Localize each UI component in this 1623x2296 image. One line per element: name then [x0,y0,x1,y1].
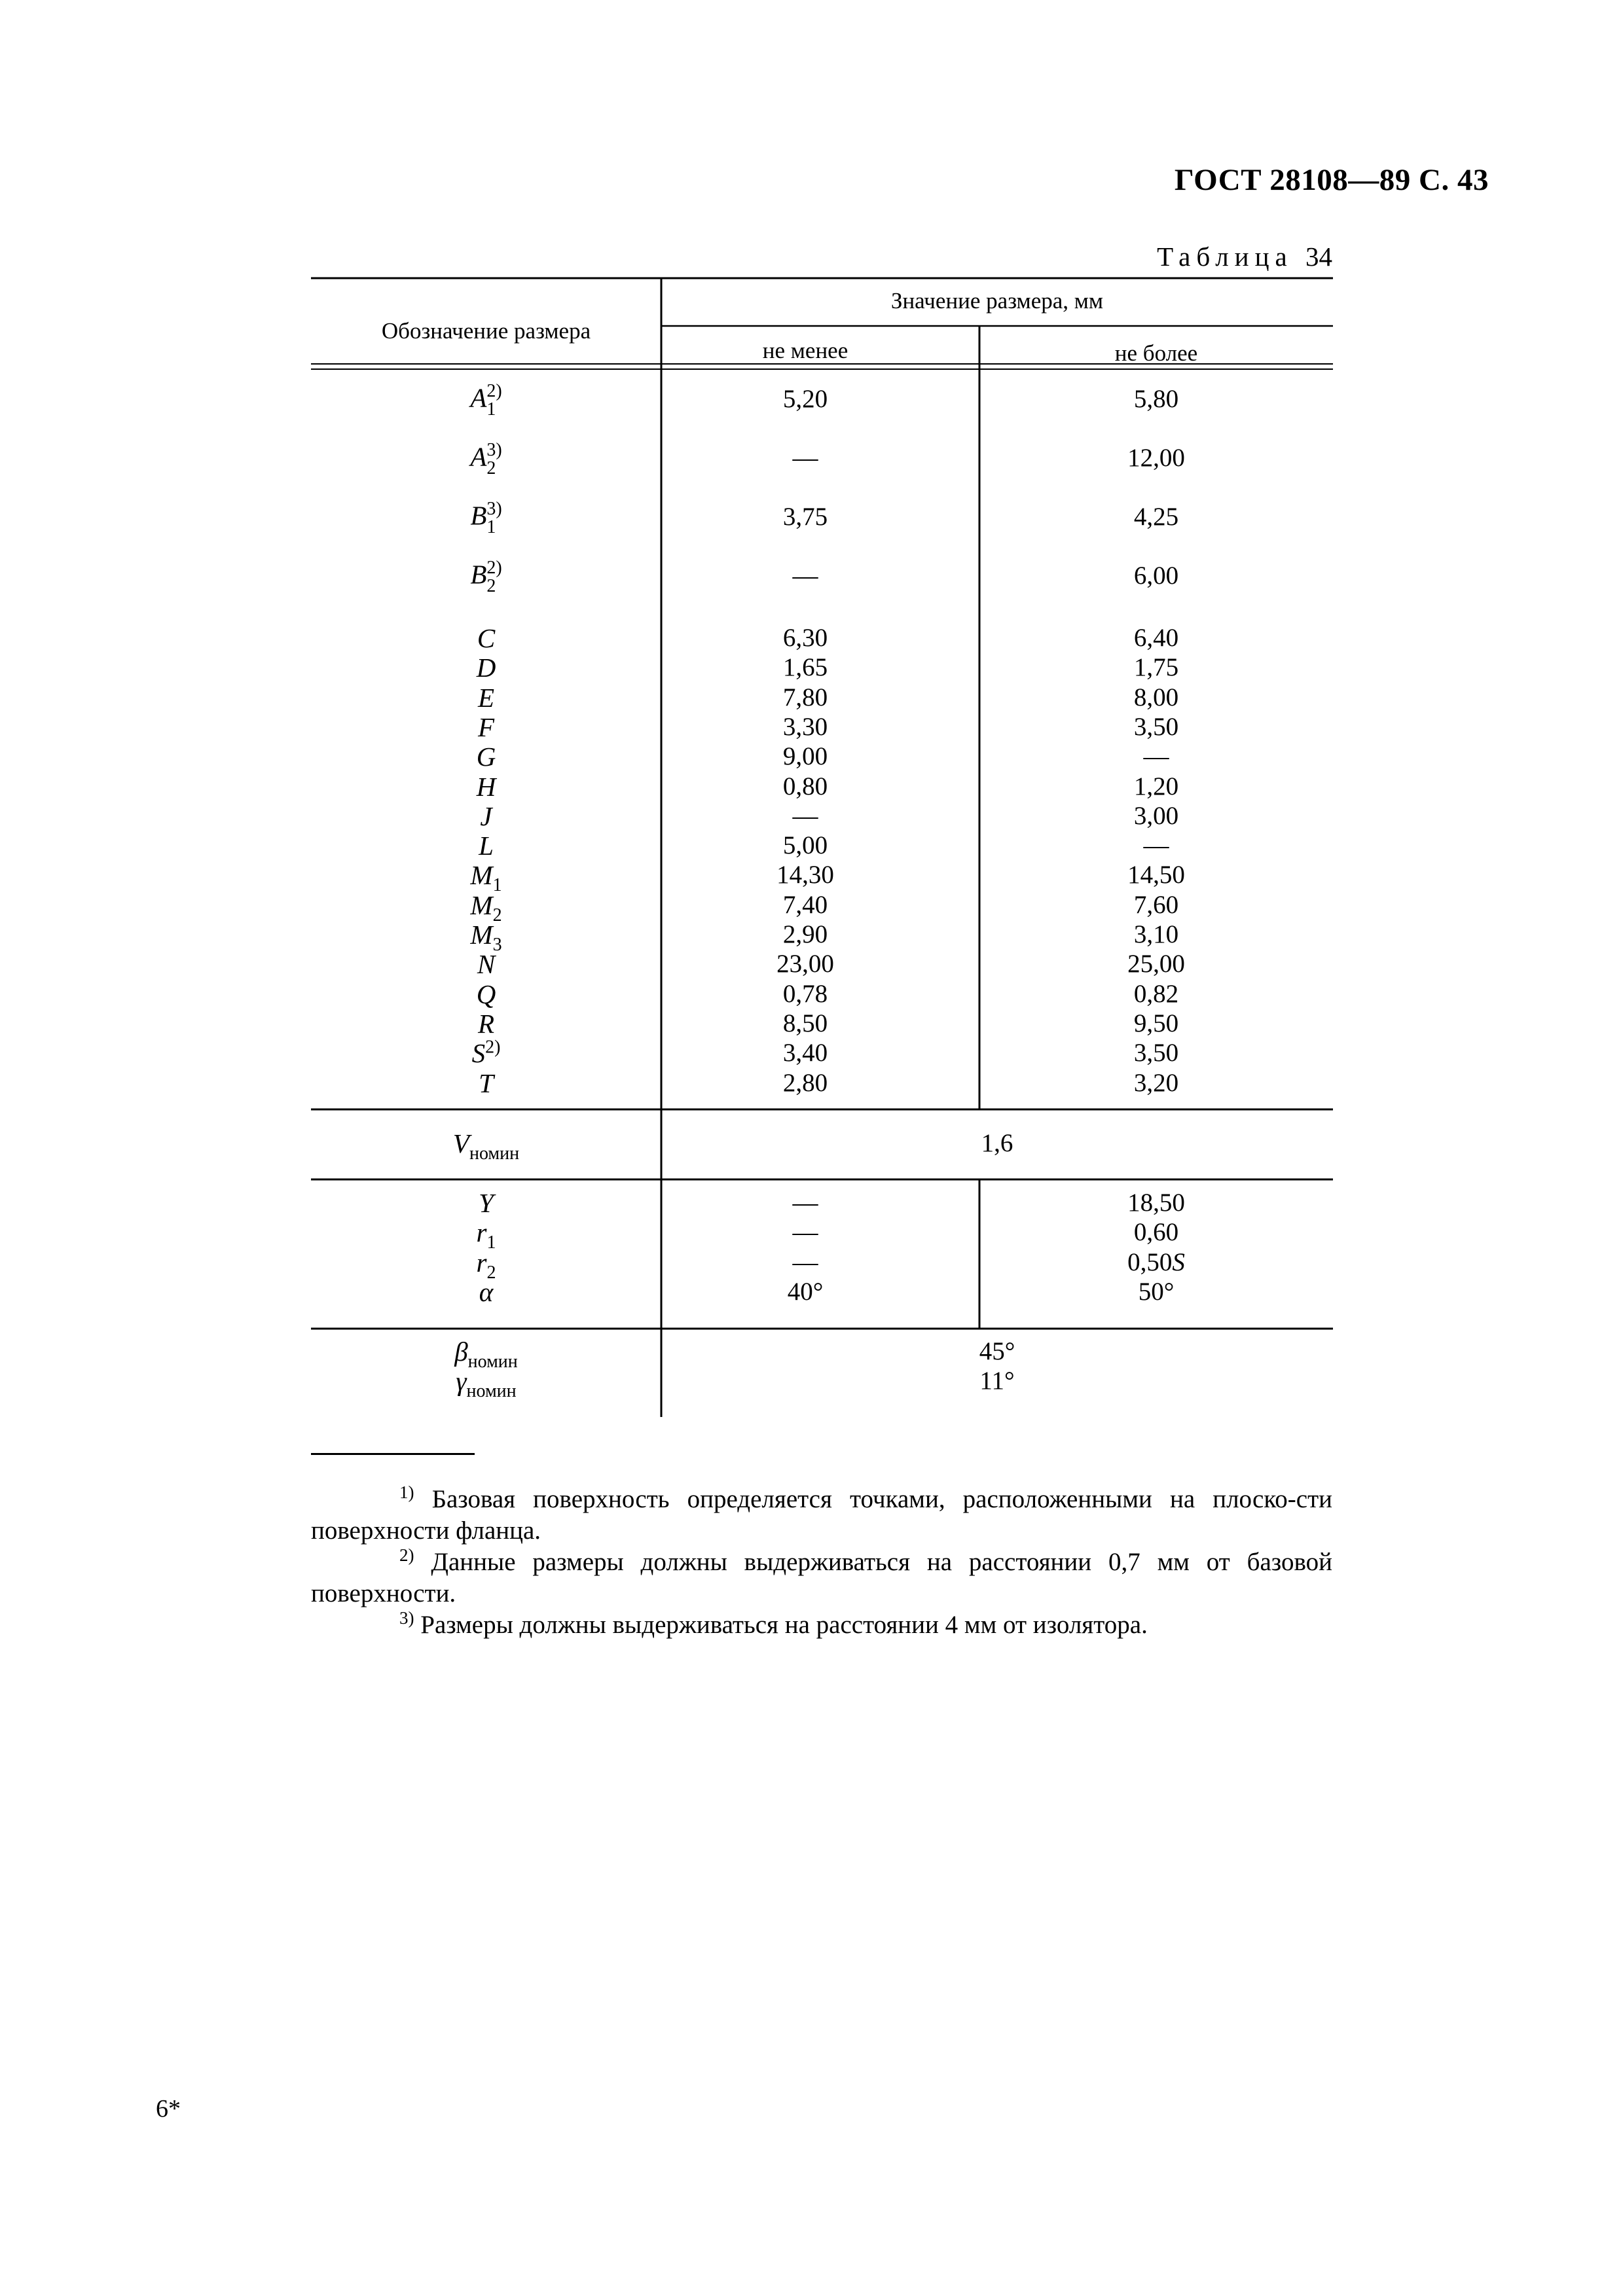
footnote-text: Базовая поверхность определяется точками, расположенными на плоско-сти поверхности фланца. [311,1485,1332,1545]
symbol-subscript: 1 [486,1232,496,1253]
symbol-letter: E [477,682,495,713]
min-value-cell: 23,00 [776,950,834,978]
dimension-symbol [311,1338,661,1371]
min-value-cell: 7,40 [782,890,828,919]
merged-value-cell: 1,6 [981,1129,1013,1157]
dimension-symbol [311,951,661,978]
min-value-cell: 14,30 [776,861,834,889]
page-number-footer: 6* [156,2095,181,2123]
min-value-cell: 7,80 [782,683,828,711]
min-value-cell: 5,20 [782,385,828,413]
max-value-cell: 3,50 [1133,1039,1179,1067]
symbol-letter: N [477,949,496,980]
symbol-letter: M [470,860,493,891]
max-value-cell: 14,50 [1127,861,1185,889]
min-value-cell: 1,65 [782,653,828,682]
dimension-symbol [311,1067,661,1098]
symbol-indices [486,441,501,478]
symbol-subscript: номин [466,1381,517,1402]
dimension-symbol [311,800,661,831]
max-value-cell: 3,00 [1133,801,1179,830]
max-value-cell: 25,00 [1127,950,1185,978]
symbol-letter: H [476,771,496,802]
dimension-symbol [311,711,661,742]
dimension-symbol [311,1037,661,1069]
footnote-3 [311,1602,1332,1641]
max-value-cell [979,1249,1333,1275]
symbol-superscript: 3) [486,440,502,460]
symbol-subscript: номин [469,1143,520,1164]
symbol-letter: V [452,1128,469,1158]
max-value-cell: 3,10 [1133,920,1179,948]
dimension-symbol [311,1190,661,1217]
dimension-symbol [311,744,661,770]
max-value-number: 50° [1138,1277,1175,1306]
symbol-letter: T [479,1067,494,1098]
max-value-cell [979,1279,1333,1304]
symbol-letter: A [470,382,487,413]
symbol-letter: R [477,1008,495,1039]
max-value-number: 0,50 [1127,1247,1173,1276]
symbol-indices [486,559,501,596]
symbol-letter: S [471,1038,486,1069]
symbol-letter: β [454,1336,468,1367]
footnote-1 [311,1477,1332,1547]
min-value-cell: 3,30 [782,712,828,741]
max-value-cell [979,1190,1333,1215]
max-value-cell: 0,82 [1133,979,1179,1008]
dimension-symbol [311,382,661,419]
min-value-cell: — [792,1189,818,1217]
dimension-symbol [311,441,661,478]
column-header-max: не более [1114,340,1198,366]
symbol-subscript: 2 [486,1262,496,1283]
min-value-cell: 0,80 [782,772,828,800]
min-value-cell: — [792,1247,818,1276]
symbol-superscript: 2) [486,558,502,578]
min-value-cell: 9,00 [782,742,828,771]
column-header-min: не менее [762,338,848,363]
dimension-symbol [311,655,661,681]
min-value-cell: 2,80 [782,1068,828,1097]
max-value-cell: 1,75 [1133,653,1179,682]
footnote-text: Данные размеры должны выдерживаться на расстоянии 0,7 мм от базовой поверхности. [311,1548,1333,1607]
max-value-cell: 6,00 [1133,562,1179,590]
merged-value-cell: 45° [979,1337,1015,1365]
symbol-letter: B [470,559,487,590]
symbol-superscript: 2) [486,381,502,401]
symbol-letter: F [477,711,495,742]
symbol-letter: Q [476,978,496,1009]
symbol-indices [486,500,501,537]
min-value-cell: — [792,1218,818,1247]
symbol-subscript: 2 [486,576,496,596]
dimension-symbol [311,625,661,652]
min-value-cell: 40° [787,1277,824,1306]
max-value-cell [979,1219,1333,1245]
dimension-symbol [311,771,661,802]
symbol-letter: γ [456,1366,467,1397]
max-value-cell: 5,80 [1133,385,1179,413]
min-value-cell: 0,78 [782,979,828,1008]
dimension-symbol [311,833,661,859]
max-value-cell: 1,20 [1133,772,1179,800]
symbol-letter: J [480,800,492,831]
max-value-cell: 8,00 [1133,683,1179,711]
min-value-cell: 5,00 [782,831,828,860]
symbol-subscript: 1 [492,875,502,896]
min-value-cell: 8,50 [782,1009,828,1037]
dimension-symbol [311,682,661,713]
table-caption-word: Таблица [1157,242,1293,272]
symbol-subscript: 2 [492,905,502,925]
footnote-text: Размеры должны выдерживаться на расстоянии 4 мм от изолятора. [420,1611,1148,1639]
column-header-value: Значение размера, мм [890,288,1104,314]
symbol-letter: D [476,653,496,683]
dimension-symbol [311,1276,661,1307]
merged-value-cell: 11° [979,1367,1015,1395]
symbol-letter: M [470,920,493,950]
symbol-subscript: номин [467,1352,518,1372]
symbol-letter: α [479,1276,494,1307]
min-value-cell: 2,90 [782,920,828,948]
symbol-subscript: 3 [492,935,502,955]
symbol-letter: B [470,500,487,531]
min-value-cell: — [792,444,818,472]
symbol-letter: G [476,742,496,772]
max-value-cell: 7,60 [1133,890,1179,919]
symbol-superscript: 3) [486,499,502,519]
dimension-symbol [311,1008,661,1039]
dimension-symbol [311,1368,661,1401]
min-value-cell: 3,40 [782,1039,828,1067]
symbol-indices [486,382,501,419]
table-caption-number: 34 [1305,242,1332,272]
footnote-mark: 2) [399,1545,414,1565]
symbol-letter: Y [479,1188,494,1218]
max-value-cell: 9,50 [1133,1009,1179,1037]
max-value-cell: 3,20 [1133,1068,1179,1097]
max-value-cell: 3,50 [1133,712,1179,741]
symbol-letter: A [470,441,487,472]
symbol-subscript: 1 [486,399,496,420]
footnote-mark: 1) [399,1482,414,1502]
symbol-letter: r [476,1217,487,1248]
max-value-cell: 12,00 [1127,444,1185,472]
max-value-cell: — [1143,831,1169,860]
symbol-superscript: 2) [485,1037,501,1058]
max-value-symbol: S [1172,1247,1185,1276]
min-value-cell: — [792,801,818,830]
symbol-letter: C [477,623,496,653]
dimension-symbol [311,559,661,596]
symbol-subscript: 2 [486,458,496,478]
symbol-letter: M [470,889,493,920]
dimension-symbol [311,1130,661,1163]
min-value-cell: 3,75 [782,503,828,531]
footnote-mark: 3) [399,1608,414,1628]
min-value-cell: 6,30 [782,624,828,652]
min-value-cell: — [792,562,818,590]
max-value-number: 18,50 [1127,1189,1185,1217]
document-code-header: ГОСТ 28108—89 С. 43 [1174,163,1489,197]
symbol-subscript: 1 [486,517,496,537]
dimension-symbol [311,978,661,1009]
column-header-designation: Обозначение размера [381,318,591,344]
symbol-letter: r [476,1247,487,1278]
max-value-cell: 4,25 [1133,503,1179,531]
max-value-cell: 6,40 [1133,624,1179,652]
dimension-symbol [311,500,661,537]
max-value-cell: — [1143,742,1169,771]
max-value-number: 0,60 [1133,1218,1179,1247]
footnote-rule [311,1453,475,1455]
footnote-2 [311,1539,1332,1609]
symbol-letter: L [479,831,494,861]
